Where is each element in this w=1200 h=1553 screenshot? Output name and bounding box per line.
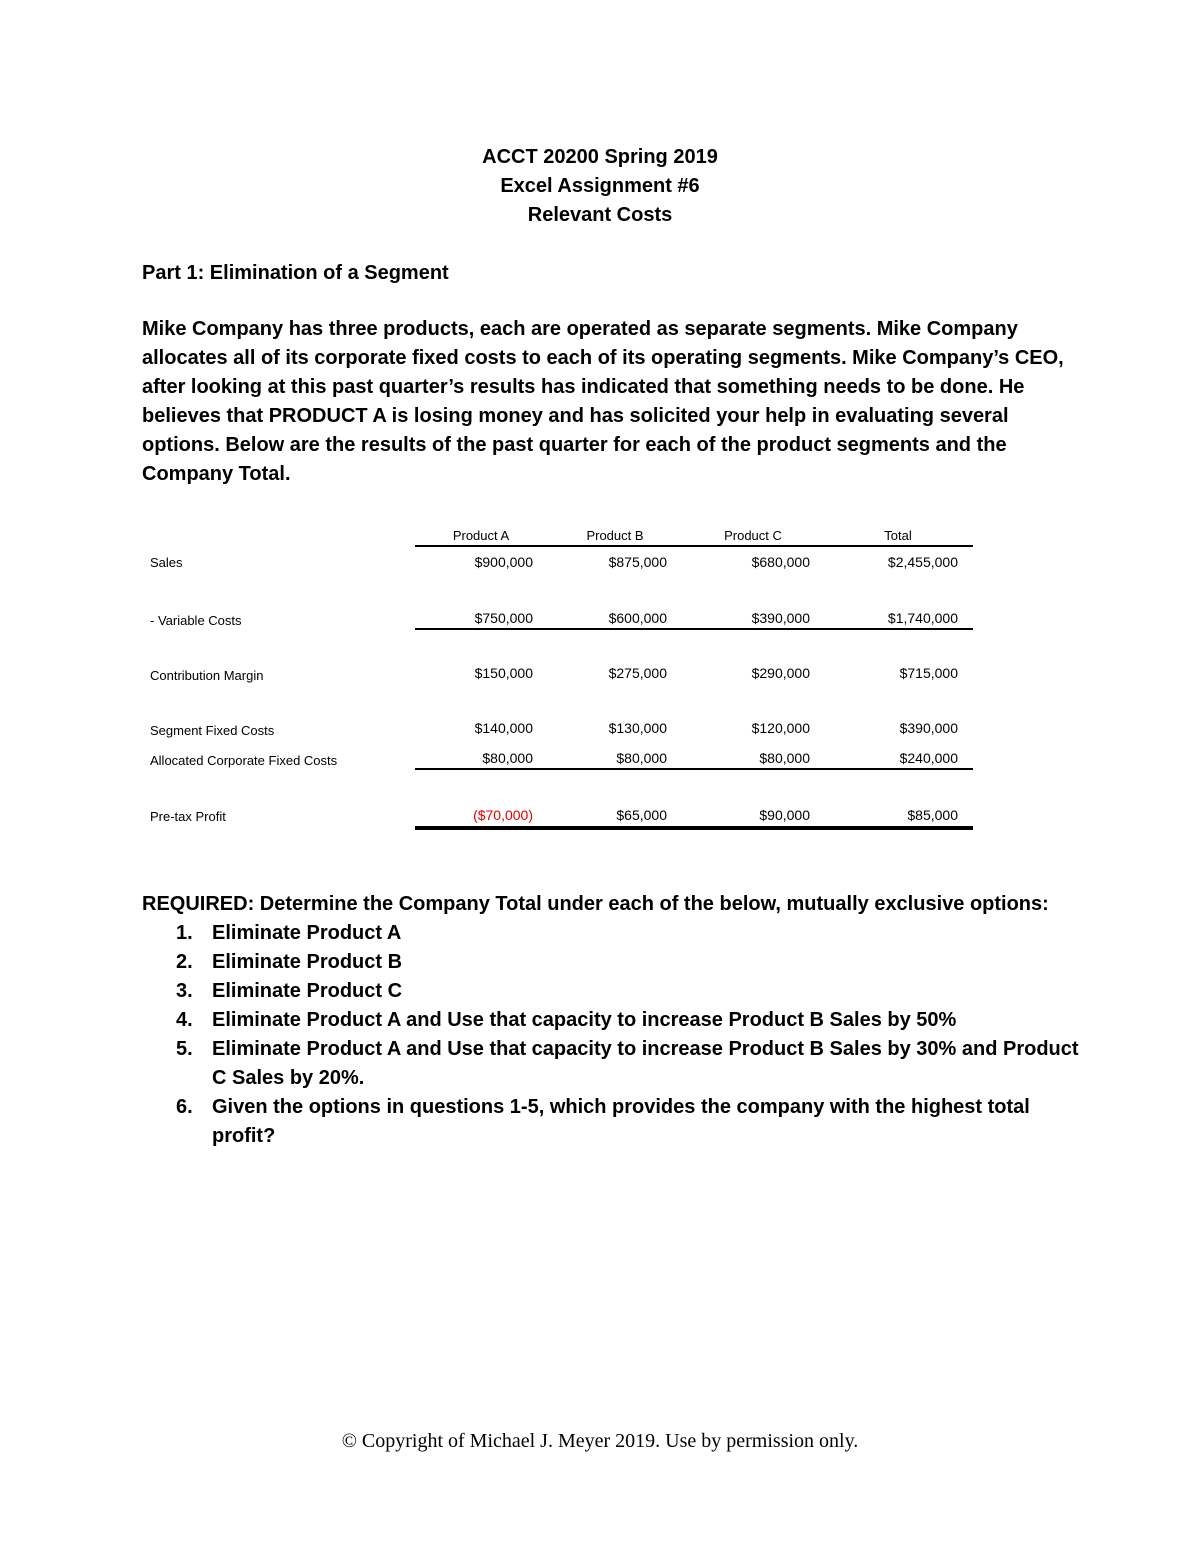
subtotal-rule (415, 768, 973, 770)
column-header-product-a: Product A (452, 528, 510, 543)
list-text: Eliminate Product A and Use that capacity to increase Product B Sales by 30% and Product C Sales by 20%. (212, 1038, 1079, 1089)
cell-sales-c: $680,000 (751, 554, 810, 570)
cell-allocated-costs-total: $240,000 (899, 750, 958, 766)
list-number: 5. (176, 1038, 193, 1060)
topic-title: Relevant Costs (527, 204, 673, 226)
cell-pre-tax-profit-a: ($70,000) (473, 807, 533, 823)
list-item (142, 919, 1082, 948)
header-underline (415, 545, 973, 547)
cell-sales-total: $2,455,000 (887, 554, 958, 570)
column-header-product-b: Product B (586, 528, 644, 543)
row-label-variable-costs: - Variable Costs (150, 613, 242, 628)
cell-allocated-costs-c: $80,000 (759, 750, 810, 766)
row-label-pre-tax-profit: Pre-tax Profit (150, 809, 226, 824)
assignment-title: Excel Assignment #6 (500, 175, 700, 197)
intro-line: Company Total. (142, 463, 291, 485)
list-text: Eliminate Product A and Use that capacity to increase Product B Sales by 50% (212, 1009, 957, 1031)
cell-variable-costs-b: $600,000 (608, 610, 667, 626)
cell-segment-fixed-costs-b: $130,000 (608, 720, 667, 736)
row-label-segment-fixed-costs: Segment Fixed Costs (150, 723, 275, 738)
part1-heading: Part 1: Elimination of a Segment (142, 262, 449, 284)
intro-line: options. Below are the results of the past quarter for each of the product segments and the (142, 434, 1007, 456)
copyright-footer: © Copyright of Michael J. Meyer 2019. Use by permission only. (341, 1430, 859, 1452)
cell-contribution-margin-total: $715,000 (899, 665, 958, 681)
cell-segment-fixed-costs-total: $390,000 (899, 720, 958, 736)
cell-variable-costs-c: $390,000 (751, 610, 810, 626)
intro-line: allocates all of its corporate fixed costs to each of its operating segments. Mike Company’s CEO, (142, 347, 1064, 369)
list-number: 2. (176, 951, 193, 973)
list-item (142, 948, 1082, 977)
cell-pre-tax-profit-c: $90,000 (759, 807, 810, 823)
row-label-contribution-margin: Contribution Margin (150, 668, 264, 683)
cell-contribution-margin-b: $275,000 (608, 665, 667, 681)
list-text: Eliminate Product C (212, 980, 403, 1002)
list-text: Given the options in questions 1-5, which provides the company with the highest total profit? (212, 1096, 1030, 1147)
row-label-allocated-corporate-fixed-costs: Allocated Corporate Fixed Costs (150, 753, 338, 768)
cell-segment-fixed-costs-a: $140,000 (474, 720, 533, 736)
list-number: 3. (176, 980, 193, 1002)
cell-sales-b: $875,000 (608, 554, 667, 570)
list-number: 4. (176, 1009, 193, 1031)
list-text: Eliminate Product B (212, 951, 403, 973)
intro-line: Mike Company has three products, each are operated as separate segments. Mike Company (142, 318, 1018, 340)
cell-pre-tax-profit-total: $85,000 (907, 807, 958, 823)
list-text: Eliminate Product A (212, 922, 402, 944)
document-title-block (0, 143, 1200, 230)
required-intro: REQUIRED: Determine the Company Total under each of the below, mutually exclusive options: (142, 893, 1049, 915)
cell-sales-a: $900,000 (474, 554, 533, 570)
list-item (142, 1093, 1082, 1151)
cell-pre-tax-profit-b: $65,000 (616, 807, 667, 823)
list-item (142, 1006, 1082, 1035)
row-label-sales: Sales (150, 555, 183, 570)
cell-allocated-costs-a: $80,000 (482, 750, 533, 766)
subtotal-rule (415, 628, 973, 630)
required-options-list (142, 919, 1082, 1151)
total-double-rule (415, 826, 973, 830)
cell-contribution-margin-a: $150,000 (474, 665, 533, 681)
required-section (142, 890, 1082, 1151)
list-item (142, 1035, 1082, 1093)
cell-segment-fixed-costs-c: $120,000 (751, 720, 810, 736)
cell-variable-costs-a: $750,000 (474, 610, 533, 626)
intro-paragraph (142, 315, 1062, 489)
cell-contribution-margin-c: $290,000 (751, 665, 810, 681)
cell-variable-costs-total: $1,740,000 (887, 610, 958, 626)
intro-line: after looking at this past quarter’s results has indicated that something needs to be done. He (142, 376, 1025, 398)
column-header-product-c: Product C (724, 528, 782, 543)
intro-line: believes that PRODUCT A is losing money and has solicited your help in evaluating several (142, 405, 1009, 427)
course-title: ACCT 20200 Spring 2019 (482, 146, 718, 168)
list-number: 6. (176, 1096, 193, 1118)
list-number: 1. (176, 922, 193, 944)
column-header-total: Total (884, 528, 912, 543)
cell-allocated-costs-b: $80,000 (616, 750, 667, 766)
list-item (142, 977, 1082, 1006)
